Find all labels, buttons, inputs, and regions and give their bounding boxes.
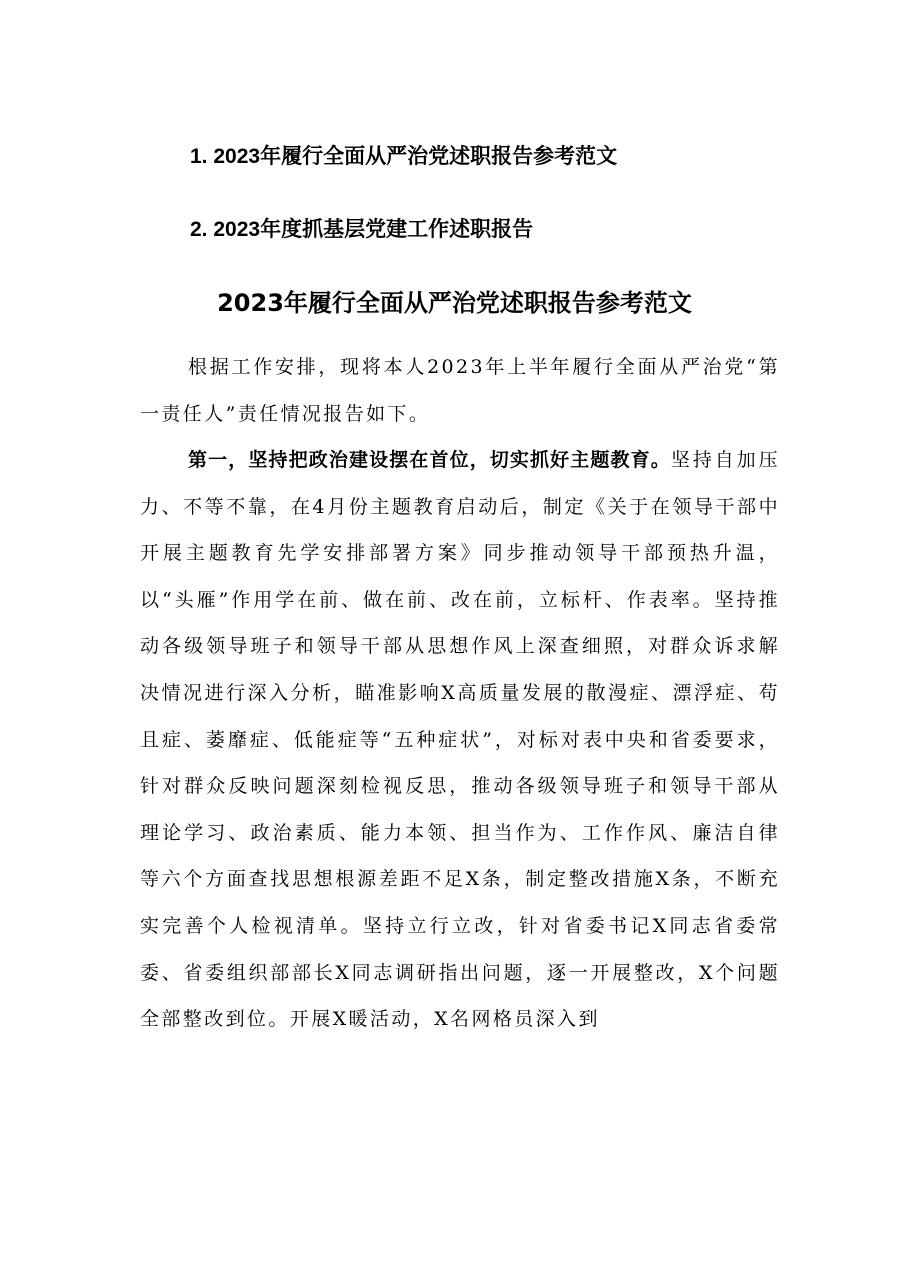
section-1-paragraph [140,437,780,1043]
section-1-body: 坚持自加压力、不等不靠，在4月份主题教育启动后，制定《关于在领导干部中开展主题教育先学安排部署方案》同步推动领导干部预热升温，以“头雁”作用学在前、做在前、改在前，立标杆、作表率。坚持推动各级领导班子和领导干部从思想作风上深查细照，对群众诉求解决情况进行深入分析，瞄准影响X高质量发展的散漫症、漂浮症、苟且症、萎靡症、低能症等“五种症状”，对标对表中央和省委要求，针对群众反映问题深刻检视反思，推动各级领导班子和领导干部从理论学习、政治素质、能力本领、担当作为、工作作风、廉洁自律等六个方面查找思想根源差距不足X条，制定整改措施X条，不断充实完善个人检视清单。坚持立行立改，针对省委书记X同志省委常委、省委组织部部长X同志调研指出问题，逐一开展整改，X个问题全部整改到位。开展X暖活动，X名网格员深入到 [140,449,780,1031]
intro-paragraph [140,344,780,437]
intro-text: 根据工作安排，现将本人2023年上半年履行全面从严治党“第一责任人”责任情况报告如下。 [140,356,780,425]
section-1-heading: 第一，坚持把政治建设摆在首位，切实抓好主题教育。 [188,449,671,471]
toc-item-2: 2. 2023年度抓基层党建工作述职报告 [190,218,534,241]
toc-item-1: 1. 2023年履行全面从严治党述职报告参考范文 [190,145,618,168]
document-title: 2023年履行全面从严治党述职报告参考范文 [217,289,692,317]
